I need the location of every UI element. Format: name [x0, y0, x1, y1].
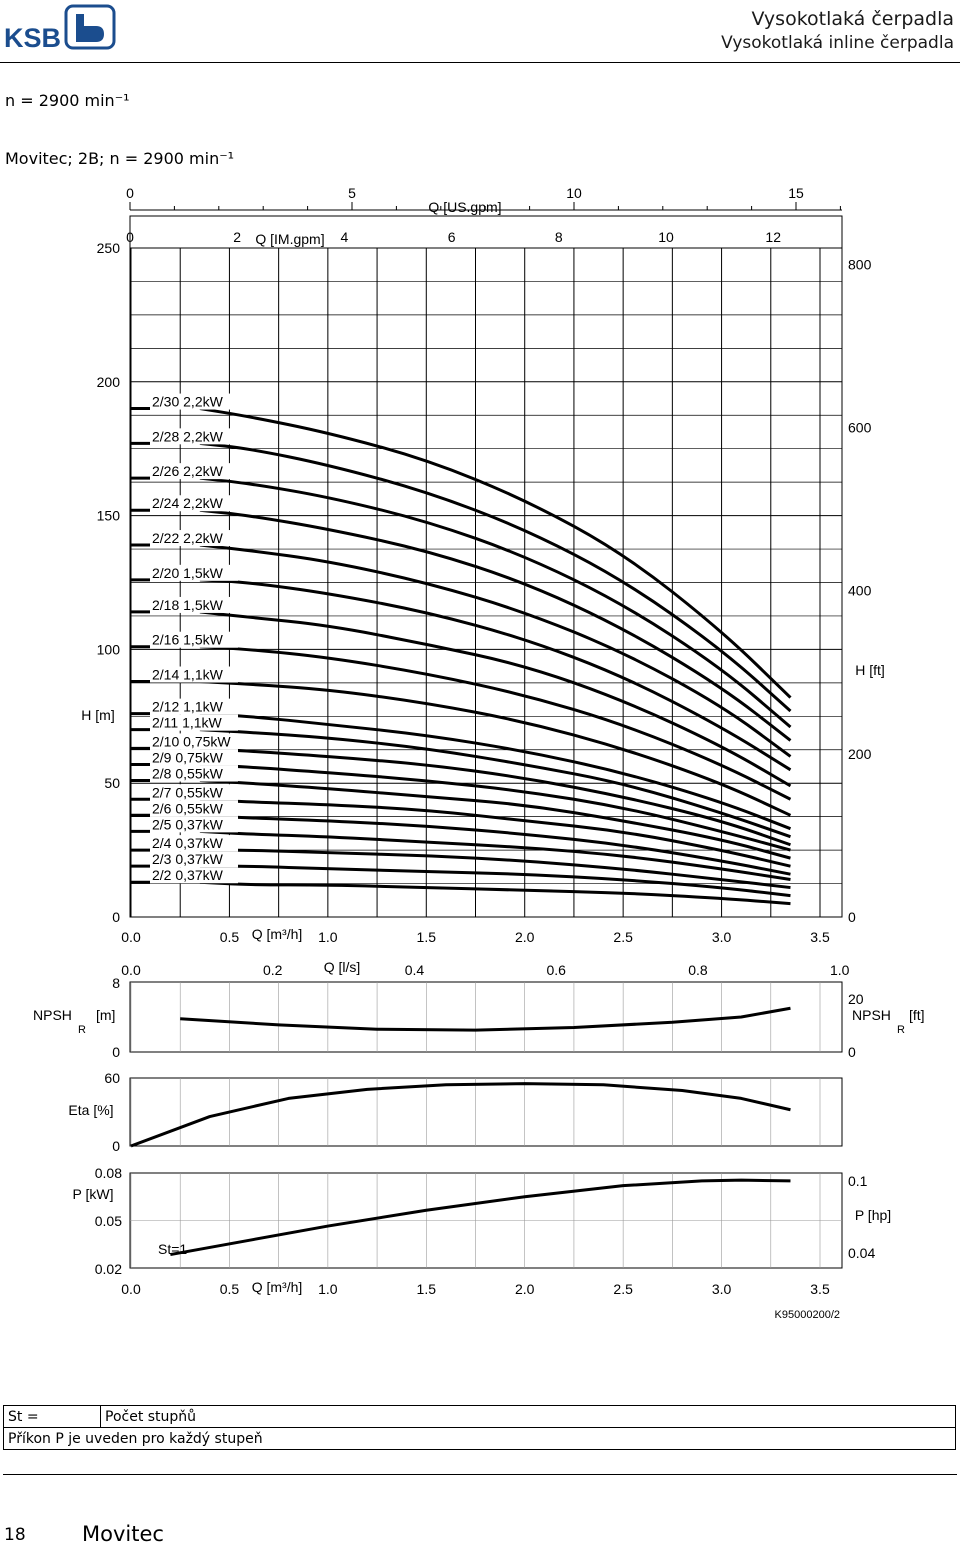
q-m3h-tick-label: 1.5: [416, 929, 437, 945]
curve-label: 2/10 0,75kW: [152, 733, 231, 750]
curve-label: 2/2 0,37kW: [152, 867, 223, 884]
im-gpm-tick-label: 0: [126, 229, 134, 245]
power-curve: [170, 1180, 790, 1254]
eta-y-axis-label: Eta [%]: [68, 1102, 114, 1118]
npsh-y-tick-label: 8: [112, 975, 120, 991]
power-y-tick-label: 0.08: [94, 1165, 122, 1181]
q-ls-tick-label: 0.0: [121, 962, 141, 978]
curve-label: 2/8 0,55kW: [152, 765, 223, 782]
curve-label: 2/11 1,1kW: [152, 714, 222, 731]
eta-curve: [131, 1084, 790, 1146]
head-curve-2: [200, 443, 791, 711]
q-ls-tick-label: 0.8: [688, 962, 708, 978]
power-q-tick-label: 1.0: [318, 1281, 338, 1297]
q-m3h-tick-label: 2.0: [514, 929, 535, 945]
curve-label: 2/7 0,55kW: [152, 784, 223, 801]
curve-label: 2/18 1,5kW: [152, 596, 223, 613]
im-gpm-tick-label: 4: [340, 229, 349, 245]
npsh-y-tick-label: 0: [112, 1044, 120, 1060]
power-hp-axis-label: P [hp]: [854, 1207, 892, 1223]
power-hp-tick-label: 0.1: [848, 1173, 868, 1189]
header-title: Vysokotlaká čerpadla: [751, 8, 954, 30]
npsh-ft-axis-unit: [ft]: [909, 1007, 925, 1023]
us-gpm-tick-label: 5: [348, 185, 356, 201]
power-y-tick-label: 0.05: [94, 1213, 122, 1229]
us-gpm-tick-label: 0: [126, 185, 134, 201]
document-name: Movitec: [82, 1522, 164, 1546]
curve-label: 2/22 2,2kW: [152, 530, 223, 547]
curve-label: 2/30 2,2kW: [152, 393, 223, 410]
im-gpm-axis-label: Q [IM.gpm]: [255, 231, 325, 247]
power-q-axis-label: Q [m³/h]: [251, 1279, 303, 1295]
im-gpm-tick-label: 2: [233, 229, 242, 245]
legend-table: [3, 1405, 956, 1450]
speed-label: n = 2900 min⁻¹: [5, 91, 130, 110]
us-gpm-tick-label: 10: [566, 185, 582, 201]
npsh-ft-tick-label: 20: [848, 991, 864, 1007]
q-ls-tick-label: 1.0: [829, 962, 850, 978]
im-gpm-tick-label: 12: [765, 229, 781, 245]
q-ls-tick-label: 0.6: [546, 962, 566, 978]
power-q-tick-label: 3.5: [810, 1281, 830, 1297]
q-m3h-tick-label: 3.0: [711, 929, 732, 945]
header-subtitle: Vysokotlaká inline čerpadla: [721, 33, 954, 53]
power-q-tick-label: 3.0: [711, 1281, 732, 1297]
curve-label: 2/14 1,1kW: [152, 666, 223, 683]
curve-label: 2/5 0,37kW: [152, 816, 223, 833]
head-y-tick-label: 50: [104, 775, 120, 792]
npsh-ft-tick-label: 0: [848, 1044, 856, 1060]
us-gpm-axis-label: Q [US.gpm]: [428, 199, 502, 215]
im-gpm-tick-label: 10: [658, 229, 674, 245]
head-y-tick-label: 250: [96, 240, 120, 256]
eta-y-tick-label: 60: [104, 1070, 120, 1086]
head-curve-19: [200, 866, 791, 895]
curve-label: 2/20 1,5kW: [152, 564, 223, 581]
head-y-tick-label: 100: [96, 641, 120, 658]
head-ft-tick-label: 0: [848, 909, 856, 925]
eta-y-tick-label: 0: [112, 1138, 120, 1154]
us-gpm-tick-label: 15: [788, 185, 804, 201]
power-y-axis-label: P [kW]: [72, 1186, 114, 1202]
npsh-y-axis-sub: R: [78, 1024, 86, 1036]
q-m3h-axis-label: Q [m³/h]: [251, 926, 303, 942]
im-gpm-tick-label: 6: [447, 229, 456, 245]
header-rule: [0, 62, 960, 63]
legend-note: Příkon P je uveden pro každý stupeň: [4, 1428, 956, 1450]
npsh-y-axis-label: NPSH: [33, 1007, 72, 1023]
curve-label: 2/4 0,37kW: [152, 835, 223, 852]
head-ft-tick-label: 400: [848, 582, 872, 599]
q-m3h-tick-label: 0.0: [121, 929, 141, 945]
head-y-tick-label: 150: [96, 507, 120, 524]
head-ft-tick-label: 600: [848, 419, 872, 436]
stage-annotation: St=1: [158, 1241, 188, 1257]
power-q-tick-label: 0.0: [121, 1281, 141, 1297]
curve-label: 2/16 1,5kW: [152, 631, 223, 648]
power-y-tick-label: 0.02: [94, 1261, 122, 1277]
footer-rule: [3, 1474, 957, 1475]
q-ls-axis-label: Q [l/s]: [323, 959, 361, 975]
power-q-tick-label: 1.5: [416, 1281, 437, 1297]
curve-label: 2/9 0,75kW: [152, 749, 223, 766]
head-y-tick-label: 200: [96, 373, 120, 390]
legend-row: [4, 1428, 956, 1450]
pump-curve-chart: [0, 180, 960, 1330]
ksb-logo-text: KSB: [4, 23, 62, 50]
power-hp-tick-label: 0.04: [848, 1245, 876, 1261]
q-ls-tick-label: 0.4: [404, 962, 425, 978]
npsh-ft-axis-sub: R: [897, 1024, 905, 1036]
eta-plot-frame: [130, 1078, 842, 1146]
legend-key: St =: [4, 1406, 101, 1428]
q-ls-tick-label: 0.2: [263, 962, 283, 978]
legend-row: [4, 1406, 956, 1428]
page-number: 18: [4, 1525, 26, 1545]
im-gpm-tick-label: 8: [554, 229, 563, 245]
npsh-y-axis-unit: [m]: [96, 1007, 116, 1023]
curve-label: 2/12 1,1kW: [152, 698, 223, 715]
npsh-curve: [180, 1008, 790, 1030]
curve-label: 2/28 2,2kW: [152, 428, 223, 445]
q-m3h-tick-label: 3.5: [810, 929, 830, 945]
power-q-tick-label: 2.5: [613, 1281, 633, 1297]
power-q-tick-label: 2.0: [514, 1281, 535, 1297]
head-ft-tick-label: 800: [848, 256, 872, 273]
curve-label: 2/24 2,2kW: [152, 495, 223, 512]
head-ft-tick-label: 200: [848, 745, 872, 762]
q-m3h-tick-label: 1.0: [318, 929, 338, 945]
head-curve-5: [200, 545, 791, 756]
figure-code: K95000200/2: [774, 1309, 840, 1321]
npsh-ft-axis-label: NPSH: [852, 1007, 891, 1023]
q-m3h-tick-label: 2.5: [613, 929, 633, 945]
power-q-tick-label: 0.5: [219, 1281, 240, 1297]
head-ft-axis-label: H [ft]: [855, 662, 885, 678]
head-y-axis-label: H [m]: [81, 707, 115, 723]
variant-label: Movitec; 2B; n = 2900 min⁻¹: [5, 149, 235, 168]
q-m3h-tick-label: 0.5: [219, 929, 240, 945]
curve-label: 2/26 2,2kW: [152, 463, 223, 480]
curve-label: 2/6 0,55kW: [152, 800, 223, 817]
curve-label: 2/3 0,37kW: [152, 851, 223, 868]
ksb-logo: [4, 4, 116, 50]
head-y-tick-label: 0: [112, 909, 120, 925]
legend-value: Počet stupňů: [101, 1406, 956, 1428]
